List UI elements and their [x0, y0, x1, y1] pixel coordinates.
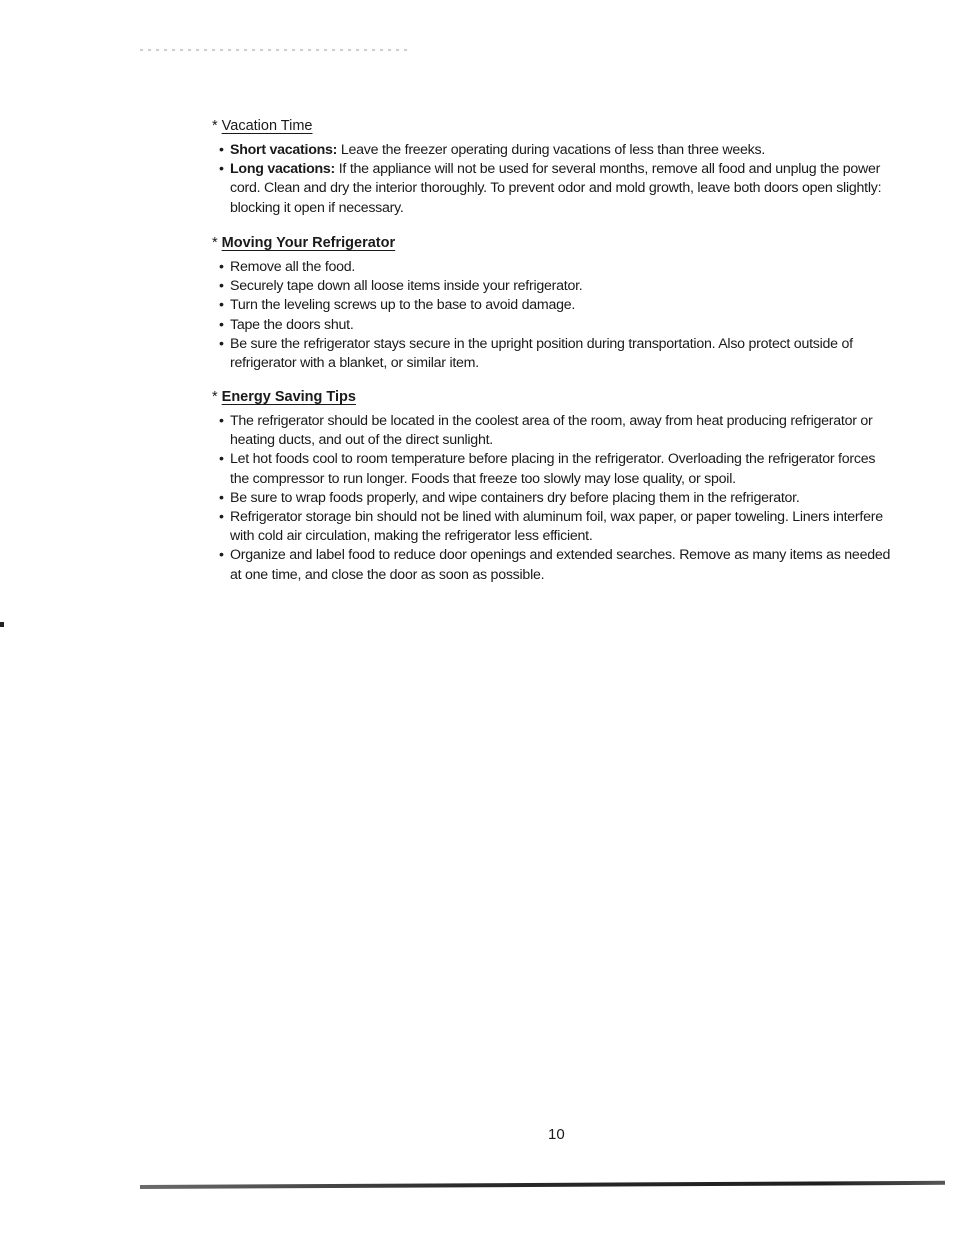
- item-text: Let hot foods cool to room temperature before placing in the refrigerator. Overloading the refrigerator forces the compressor to run longer. Foods that freeze too slowly may lose quality, or spoil.: [230, 451, 876, 487]
- heading-marker: *: [212, 235, 218, 251]
- list-item: [212, 316, 892, 335]
- bullet-list: [212, 141, 892, 218]
- heading-title: Energy Saving Tips: [221, 389, 356, 405]
- item-text: The refrigerator should be located in the coolest area of the room, away from heat producing refrigerator or heating ducts, and out of the direct sunlight.: [230, 413, 873, 449]
- bullet: •: [219, 451, 224, 468]
- list-item: [212, 277, 892, 296]
- item-text: If the appliance will not be used for several months, remove all food and unplug the power cord. Clean and dry the interior thoroughly. To prevent odor and mold growth, leave both doors open slightly: blocking it open if necessary.: [230, 161, 882, 216]
- list-item: [212, 450, 892, 488]
- bullet-list: [212, 412, 892, 585]
- item-text: Refrigerator storage bin should not be lined with aluminum foil, wax paper, or paper toweling. Liners interfere with cold air circulation, making the refrigerator less efficient.: [230, 509, 883, 545]
- item-text: Leave the freezer operating during vacations of less than three weeks.: [337, 142, 766, 158]
- section-heading: [212, 388, 892, 406]
- item-lead: Long vacations:: [230, 161, 336, 178]
- item-text: Tape the doors shut.: [230, 316, 354, 333]
- item-lead: Short vacations:: [230, 142, 338, 158]
- heading-title: Moving Your Refrigerator: [221, 235, 396, 251]
- item-text: Turn the leveling screws up to the base to avoid damage.: [230, 297, 576, 314]
- scan-artifact-top: [140, 49, 410, 51]
- list-item: [212, 160, 892, 218]
- list-item: [212, 296, 892, 315]
- bottom-scan-edge: [140, 1181, 945, 1189]
- item-text: Remove all the food.: [230, 259, 356, 275]
- heading-title: Vacation Time: [221, 118, 313, 134]
- heading-marker: *: [212, 389, 218, 405]
- bullet: •: [219, 259, 224, 275]
- list-item: [212, 508, 892, 546]
- section-vacation-time: [212, 117, 892, 218]
- list-item: [212, 335, 892, 373]
- section-moving-refrigerator: [212, 234, 892, 373]
- bullet: •: [219, 297, 224, 314]
- section-heading: [212, 234, 892, 252]
- section-heading: [212, 117, 892, 135]
- list-item: [212, 141, 892, 160]
- heading-marker: *: [212, 118, 218, 134]
- item-text: Be sure the refrigerator stays secure in the upright position during transportation. Also protect outside of refrigerator with a blanket, or similar item.: [230, 335, 853, 372]
- bullet: •: [219, 161, 224, 178]
- bullet: •: [219, 489, 224, 506]
- scan-artifact-left: [0, 622, 4, 627]
- item-text: Securely tape down all loose items inside your refrigerator.: [230, 278, 583, 295]
- list-item: [212, 546, 892, 584]
- bullet: •: [219, 278, 224, 295]
- item-text: Organize and label food to reduce door openings and extended searches. Remove as many items as needed at one time, and close the door as soon as possible.: [230, 547, 891, 583]
- section-energy-saving-tips: [212, 388, 892, 585]
- bullet: •: [219, 142, 224, 158]
- bullet: •: [219, 547, 224, 564]
- list-item: [212, 412, 892, 450]
- item-text: Be sure to wrap foods properly, and wipe containers dry before placing them in the refrigerator.: [230, 489, 800, 506]
- bullet: •: [219, 509, 224, 526]
- list-item: [212, 258, 892, 277]
- bullet: •: [219, 413, 224, 429]
- bullet: •: [219, 335, 224, 352]
- list-item: [212, 489, 892, 508]
- bullet-list: [212, 258, 892, 373]
- bullet: •: [219, 316, 224, 333]
- page-number: 10: [548, 1126, 565, 1143]
